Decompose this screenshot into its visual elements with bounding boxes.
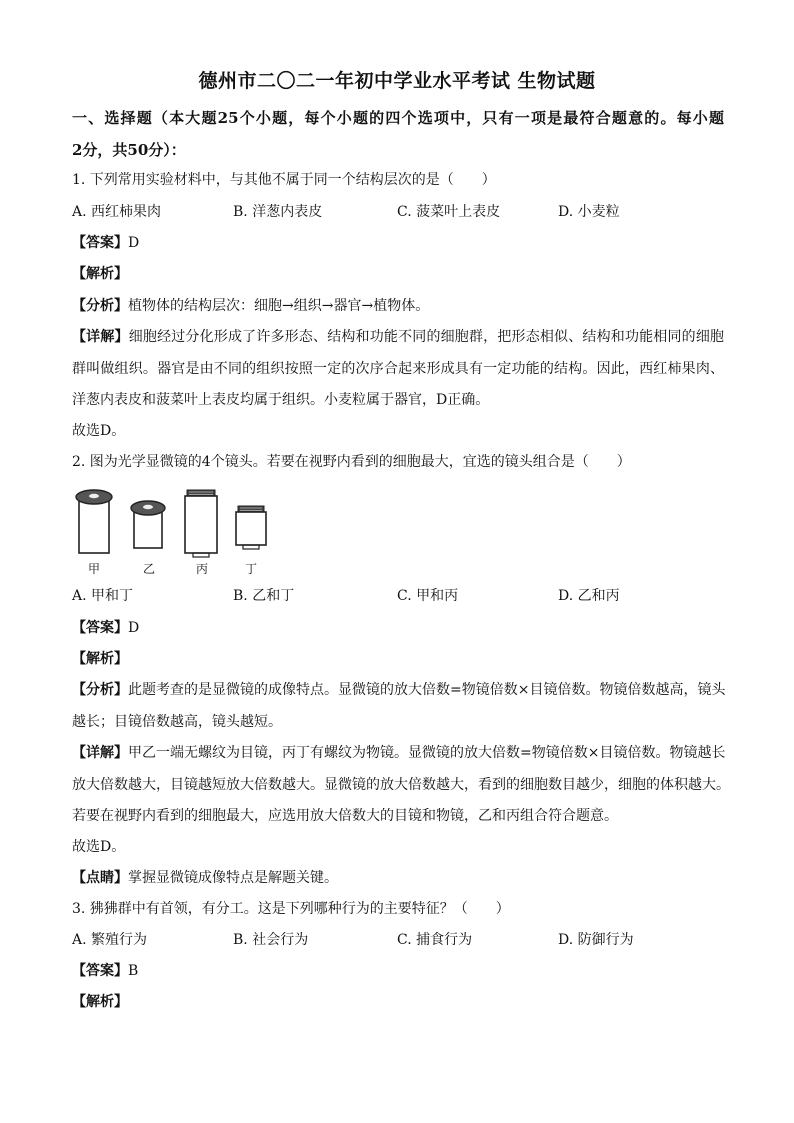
fenxi-text: 植物体的结构层次：细胞→组织→器官→植物体。 xyxy=(128,298,430,314)
dianjing-text: 掌握显微镜成像特点是解题关键。 xyxy=(128,870,338,886)
section-heading-line2: 2分，共50分）： xyxy=(72,141,186,159)
q2-xiangjie-line1 xyxy=(72,743,724,763)
q1-xiangjie-line2: 群叫做组织。器官是由不同的组织按照一定的次序合起来形成具有一定功能的结构。因此，西红柿果肉、 xyxy=(72,361,724,377)
q1-xiangjie-line3: 洋葱内表皮和菠菜叶上表皮均属于组织。小麦粒属于器官，D正确。 xyxy=(72,392,490,408)
lens-label-yi: 乙 xyxy=(143,562,156,576)
q1-option-c: C. 菠菜叶上表皮 xyxy=(397,204,501,220)
q1-analysis-tag: 【解析】 xyxy=(72,266,128,282)
q1-answer xyxy=(72,233,139,253)
fenxi-tag: 【分析】 xyxy=(72,682,128,698)
q3-option-d: D. 防御行为 xyxy=(558,932,634,948)
q1-option-d: D. 小麦粒 xyxy=(558,204,620,220)
q3-stem: 3. 狒狒群中有首领，有分工。这是下列哪种行为的主要特征？（ ） xyxy=(72,901,510,917)
answer-tag: 【答案】 xyxy=(72,620,128,636)
answer-value: D xyxy=(128,620,140,636)
dianjing-tag: 【点睛】 xyxy=(72,870,128,886)
q2-dianjing xyxy=(72,868,338,888)
q2-xiangjie-line3: 若要在视野内看到的细胞最大，应选用放大倍数大的目镜和物镜，乙和丙组合符合题意。 xyxy=(72,808,618,824)
q2-option-b: B. 乙和丁 xyxy=(233,588,295,604)
q3-option-c: C. 捕食行为 xyxy=(397,932,473,948)
q3-option-b: B. 社会行为 xyxy=(233,932,309,948)
lens-label-jia: 甲 xyxy=(88,562,101,576)
q2-option-d: D. 乙和丙 xyxy=(558,588,620,604)
lens-jia xyxy=(76,490,112,553)
q3-option-a: A. 繁殖行为 xyxy=(72,932,148,948)
lens-label-bing: 丙 xyxy=(196,562,209,576)
xiangjie-text: 细胞经过分化形成了许多形态、结构和功能不同的细胞群，把形态相似、结构和功能相同的细胞 xyxy=(128,329,725,345)
q2-option-c: C. 甲和丙 xyxy=(397,588,459,604)
q2-conclusion: 故选D。 xyxy=(72,839,126,855)
q1-option-a: A. 西红柿果肉 xyxy=(72,204,162,220)
answer-tag: 【答案】 xyxy=(72,235,128,251)
fenxi-text: 此题考查的是显微镜的成像特点。显微镜的放大倍数=物镜倍数×目镜倍数。物镜倍数越高，镜头 xyxy=(128,682,726,698)
section-heading-line1: 一、选择题（本大题25个小题，每个小题的四个选项中，只有一项是最符合题意的。每小题 xyxy=(72,109,724,127)
lens-label-ding: 丁 xyxy=(245,562,258,576)
q3-answer xyxy=(72,961,138,981)
lens-ding xyxy=(236,506,266,549)
answer-tag: 【答案】 xyxy=(72,963,128,979)
xiangjie-tag: 【详解】 xyxy=(72,329,129,345)
q2-fenxi-line2: 越长；目镜倍数越高，镜头越短。 xyxy=(72,714,282,730)
answer-value: D xyxy=(128,235,140,251)
q1-option-b: B. 洋葱内表皮 xyxy=(233,204,323,220)
q1-conclusion: 故选D。 xyxy=(72,423,126,439)
q2-xiangjie-line2: 放大倍数越大，目镜越短放大倍数越大。显微镜的放大倍数越大，看到的细胞数目越少，细胞的体积越大。 xyxy=(72,777,730,793)
lens-yi xyxy=(131,501,165,548)
page-title: 德州市二〇二一年初中学业水平考试 生物试题 xyxy=(198,70,596,92)
q3-analysis-tag: 【解析】 xyxy=(72,994,128,1010)
microscope-lenses-figure xyxy=(72,484,292,576)
lens-bing xyxy=(185,490,217,557)
xiangjie-tag: 【详解】 xyxy=(72,745,128,761)
q1-fenxi xyxy=(72,296,429,316)
q2-stem: 2. 图为光学显微镜的4个镜头。若要在视野内看到的细胞最大，宜选的镜头组合是（ ） xyxy=(72,454,631,470)
q1-xiangjie-line1 xyxy=(72,327,724,347)
xiangjie-text: 甲乙一端无螺纹为目镜，丙丁有螺纹为物镜。显微镜的放大倍数=物镜倍数×目镜倍数。物镜越长 xyxy=(128,745,726,761)
q2-fenxi-line1 xyxy=(72,680,724,700)
fenxi-tag: 【分析】 xyxy=(72,298,128,314)
answer-value: B xyxy=(128,963,139,979)
q2-answer xyxy=(72,618,139,638)
q2-analysis-tag: 【解析】 xyxy=(72,651,128,667)
q2-option-a: A. 甲和丁 xyxy=(72,588,134,604)
q1-stem: 1. 下列常用实验材料中，与其他不属于同一个结构层次的是（ ） xyxy=(72,172,496,188)
